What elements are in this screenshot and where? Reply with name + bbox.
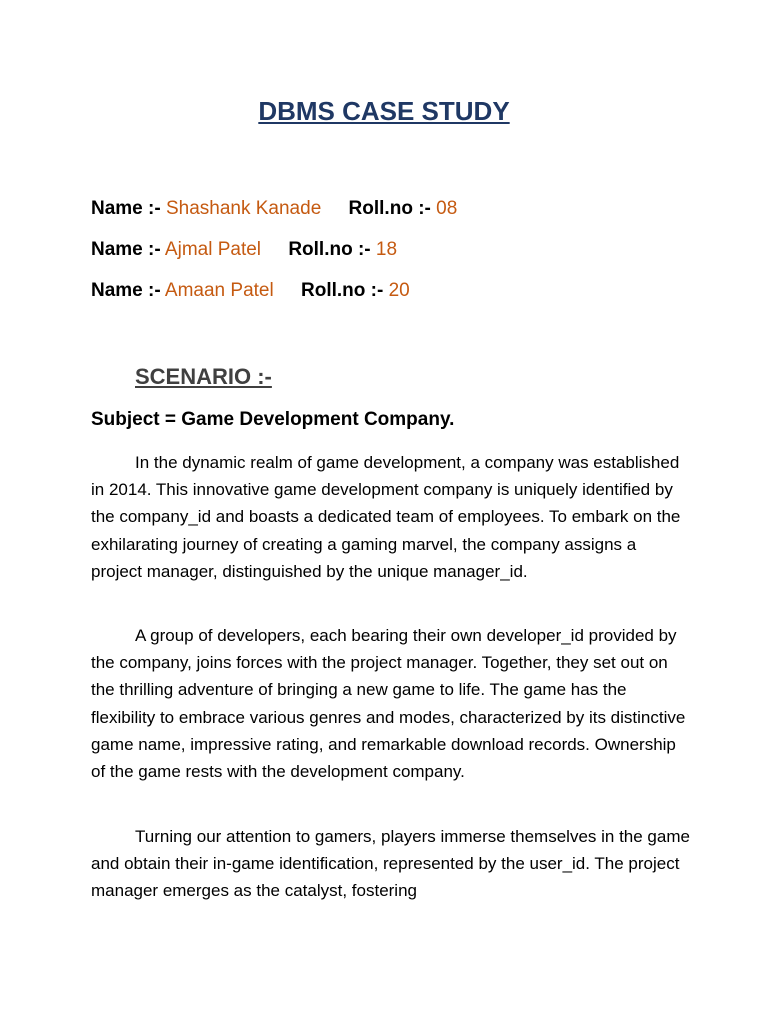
page-title: DBMS CASE STUDY <box>258 96 510 126</box>
roll-label: Roll.no :- <box>301 280 384 301</box>
roll-label: Roll.no :- <box>288 239 371 260</box>
member-name: Ajmal Patel <box>164 239 262 260</box>
name-label: Name :- <box>91 239 161 260</box>
roll-number: 08 <box>436 198 458 219</box>
member-row-3 <box>91 280 410 302</box>
paragraph-1: In the dynamic realm of game development, a company was established in 2014. This innovative game development company is uniquely identified by the company_id and boasts a dedicated team of employees. To embark on the exhilarating journey of creating a gaming marvel, the company assigns a project manager, distinguished by the unique manager_id. <box>91 453 681 581</box>
member-row-2 <box>91 239 397 261</box>
paragraph-3: Turning our attention to gamers, players immerse themselves in the game and obtain their in-game identification, represented by the user_id. The project manager emerges as the catalyst, fostering <box>91 827 690 901</box>
member-name: Shashank Kanade <box>165 198 322 219</box>
name-label: Name :- <box>91 198 161 219</box>
roll-number: 20 <box>388 280 410 301</box>
roll-label: Roll.no :- <box>348 198 431 219</box>
subject-line: Subject = Game Development Company. <box>91 409 455 430</box>
scenario-heading: SCENARIO :- <box>135 364 272 389</box>
member-name: Amaan Patel <box>164 280 274 301</box>
roll-number: 18 <box>375 239 398 260</box>
name-label: Name :- <box>91 280 161 301</box>
member-row-1 <box>91 198 457 220</box>
paragraph-2: A group of developers, each bearing their own developer_id provided by the company, joins forces with the project manager. Together, they set out on the thrilling adventure of bringing a new game to life. The game has the flexibility to embrace various genres and modes, characterized by its distinctive game name, impressive rating, and remarkable download records. Ownership of the game rests with the development company. <box>91 626 686 782</box>
